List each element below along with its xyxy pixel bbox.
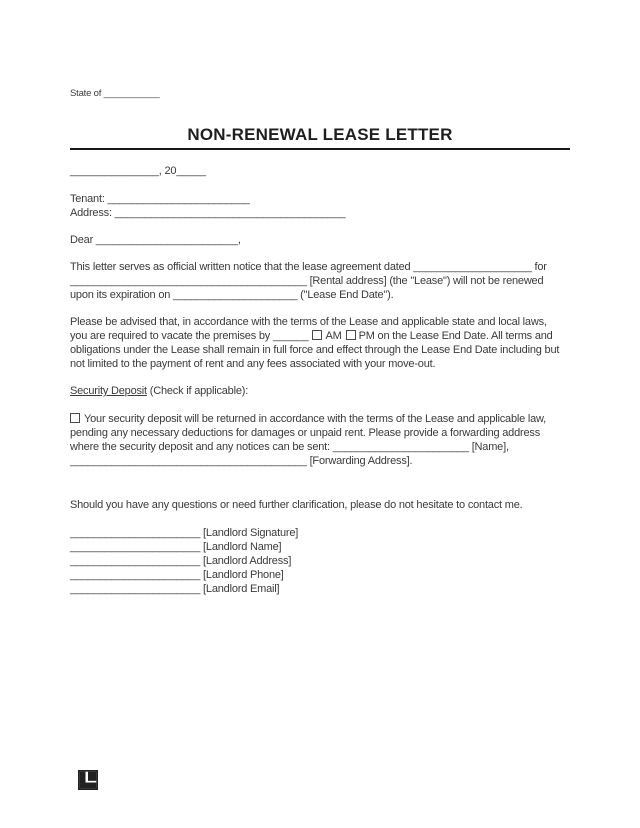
- notice-paragraph: [70, 260, 570, 302]
- closing-line: Should you have any questions or need further clarification, please do not hesitate to contact me.: [70, 499, 523, 511]
- state-of-line: State of ___________: [70, 88, 160, 99]
- page-title: NON-RENEWAL LEASE LETTER: [187, 125, 453, 144]
- security-clause-text: Your security deposit will be returned in accordance with the terms of the Lease and applicable law,: [84, 413, 547, 425]
- address-line: Address: _______________________________________: [70, 207, 346, 219]
- security-clause-line: pending any necessary deductions for damages or unpaid rent. Please provide a forwarding address: [70, 427, 540, 439]
- am-label: AM: [325, 330, 342, 342]
- security-deposit-checkbox[interactable]: [70, 413, 80, 423]
- notice-paragraph-line: upon its expiration on _____________________ ("Lease End Date").: [70, 289, 394, 301]
- tenant-line: Tenant: ________________________: [70, 193, 250, 205]
- date-line: _______________, 20_____: [70, 165, 206, 177]
- vacate-paragraph-line: obligations under the Lease shall remain in full force and effect through the Lease End Date including but: [70, 344, 560, 356]
- recipient-block: [70, 192, 570, 220]
- title-underline-rule: [70, 148, 570, 150]
- security-deposit-heading-suffix: (Check if applicable):: [146, 385, 249, 397]
- vacate-paragraph: [70, 315, 570, 371]
- landlord-address-line: ______________________ [Landlord Address]: [70, 555, 292, 567]
- pm-checkbox[interactable]: [346, 330, 356, 340]
- landlord-email-line: ______________________ [Landlord Email]: [70, 583, 280, 595]
- landlord-name-line: ______________________ [Landlord Name]: [70, 541, 282, 553]
- legal-templates-logo-icon: [78, 770, 98, 790]
- am-checkbox[interactable]: [312, 330, 322, 340]
- landlord-phone-line: ______________________ [Landlord Phone]: [70, 569, 284, 581]
- security-clause-line: [70, 412, 570, 426]
- vacate-paragraph-line: [70, 329, 570, 343]
- salutation-line: Dear ________________________,: [70, 234, 241, 246]
- security-clause-line: ________________________________________ [Forwarding Address].: [70, 455, 413, 467]
- signature-block: [70, 526, 570, 596]
- notice-paragraph-line: This letter serves as official written notice that the lease agreement dated ____________________ for: [70, 261, 547, 273]
- security-deposit-clause: [70, 412, 570, 468]
- vacate-time-text: you are required to vacate the premises by ______: [70, 330, 309, 342]
- pm-label: PM: [358, 330, 375, 342]
- security-deposit-heading-text: Security Deposit: [70, 385, 147, 397]
- security-clause-line: where the security deposit and any notices can be sent: _______________________ [Name],: [70, 441, 509, 453]
- vacate-time-text-rest: on the Lease End Date. All terms and: [377, 330, 553, 342]
- notice-paragraph-line: ________________________________________ [Rental address] (the "Lease") will not be renewed: [70, 275, 544, 287]
- vacate-paragraph-line: Please be advised that, in accordance with the terms of the Lease and applicable state and local laws,: [70, 316, 547, 328]
- security-deposit-heading: [70, 384, 570, 398]
- landlord-signature-line: ______________________ [Landlord Signature]: [70, 527, 299, 539]
- vacate-paragraph-line: not limited to the payment of rent and any fees associated with your move-out.: [70, 358, 436, 370]
